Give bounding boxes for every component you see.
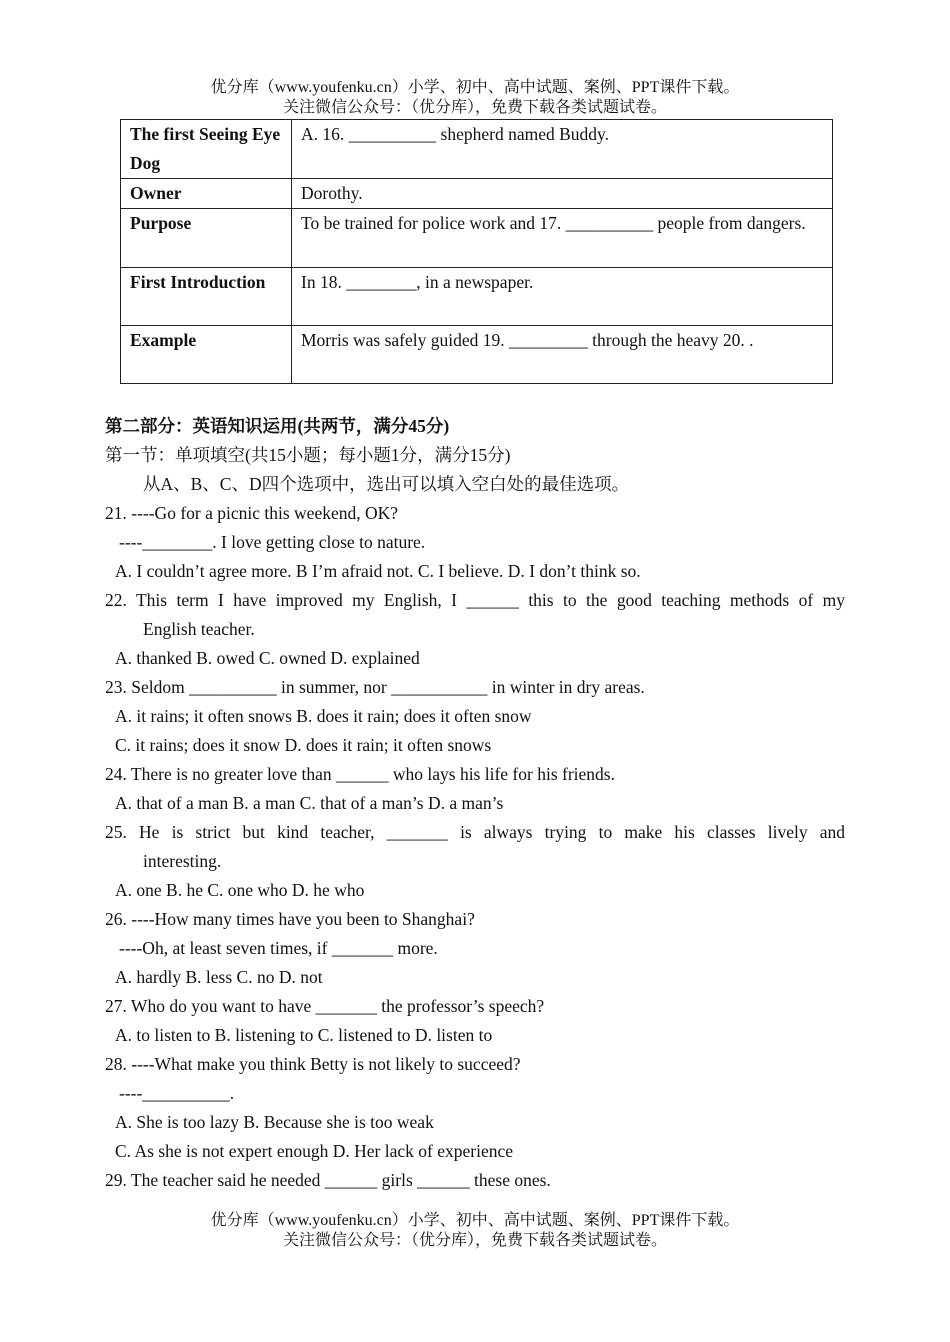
row-value: Dorothy. bbox=[292, 179, 833, 209]
row-value: A. 16. __________ shepherd named Buddy. bbox=[292, 120, 833, 179]
question-25-cont: interesting. bbox=[143, 851, 222, 871]
question-29: 29. The teacher said he needed ______ girls ______ these ones. bbox=[105, 1170, 551, 1190]
header-line-1: 优分库（www.youfenku.cn）小学、初中、高中试题、案例、PPT课件下载。 bbox=[210, 79, 740, 96]
info-table bbox=[120, 119, 833, 384]
row-label: First Introduction bbox=[121, 268, 292, 326]
answer-line: ----__________. bbox=[119, 1083, 235, 1103]
answer-blank: __________ bbox=[565, 213, 654, 233]
header-line-2: 关注微信公众号：（优分库），免费下载各类试题试卷。 bbox=[282, 99, 667, 116]
options-25: A. one B. he C. one who D. he who bbox=[115, 880, 365, 900]
answer-blank: _________ bbox=[509, 330, 588, 350]
options-28-ab: A. She is too lazy B. Because she is too weak bbox=[115, 1112, 434, 1132]
part2-title: 第二部分：英语知识运用(共两节，满分45分) bbox=[105, 416, 450, 436]
table-row bbox=[121, 268, 833, 326]
section1-title: 第一节：单项填空(共15小题；每小题1分，满分15分) bbox=[105, 445, 511, 465]
footer-line-1: 优分库（www.youfenku.cn）小学、初中、高中试题、案例、PPT课件下载。 bbox=[210, 1212, 740, 1229]
question-25: 25. He is strict but kind teacher, _______ is always trying to make his classes lively and bbox=[105, 822, 845, 842]
options-23-ab: A. it rains; it often snows B. does it rain; does it often snow bbox=[115, 706, 532, 726]
options-27: A. to listen to B. listening to C. listened to D. listen to bbox=[115, 1025, 493, 1045]
options-23-cd: C. it rains; does it snow D. does it rain; it often snows bbox=[115, 735, 492, 755]
row-value: In 18. ________, in a newspaper. bbox=[292, 268, 833, 326]
question-22: 22. This term I have improved my English, I ______ this to the good teaching methods of my bbox=[105, 590, 845, 610]
answer-line: ----Oh, at least seven times, if _______ more. bbox=[119, 938, 438, 958]
question-21: 21. ----Go for a picnic this weekend, OK? bbox=[105, 503, 399, 523]
footer-line-2: 关注微信公众号：（优分库），免费下载各类试题试卷。 bbox=[282, 1232, 667, 1249]
table-row bbox=[121, 326, 833, 384]
answer-blank: __________ bbox=[348, 124, 437, 144]
row-value: Morris was safely guided 19. _________ through the heavy 20. . bbox=[292, 326, 833, 384]
row-label: Example bbox=[121, 326, 292, 384]
options-21: A. I couldn’t agree more. B I’m afraid not. C. I believe. D. I don’t think so. bbox=[115, 561, 641, 581]
row-label: The first Seeing Eye Dog bbox=[121, 120, 292, 179]
question-22-cont: English teacher. bbox=[143, 619, 255, 639]
instruction-text: 从A、B、C、D四个选项中，选出可以填入空白处的最佳选项。 bbox=[143, 474, 630, 494]
answer-line: ----________. I love getting close to nature. bbox=[119, 532, 426, 552]
question-27: 27. Who do you want to have _______ the professor’s speech? bbox=[105, 996, 545, 1016]
row-value: To be trained for police work and 17. __________ people from dangers. bbox=[292, 209, 833, 268]
row-label: Owner bbox=[121, 179, 292, 209]
options-22: A. thanked B. owed C. owned D. explained bbox=[115, 648, 420, 668]
table-row bbox=[121, 209, 833, 268]
table-row bbox=[121, 179, 833, 209]
options-28-cd: C. As she is not expert enough D. Her lack of experience bbox=[115, 1141, 514, 1161]
table-row bbox=[121, 120, 833, 179]
options-24: A. that of a man B. a man C. that of a man’s D. a man’s bbox=[115, 793, 504, 813]
question-23: 23. Seldom __________ in summer, nor ___________ in winter in dry areas. bbox=[105, 677, 645, 697]
row-label: Purpose bbox=[121, 209, 292, 268]
question-24: 24. There is no greater love than ______ who lays his life for his friends. bbox=[105, 764, 615, 784]
answer-blank: ________ bbox=[346, 272, 417, 292]
question-26: 26. ----How many times have you been to Shanghai? bbox=[105, 909, 475, 929]
question-28: 28. ----What make you think Betty is not likely to succeed? bbox=[105, 1054, 521, 1074]
options-26: A. hardly B. less C. no D. not bbox=[115, 967, 323, 987]
